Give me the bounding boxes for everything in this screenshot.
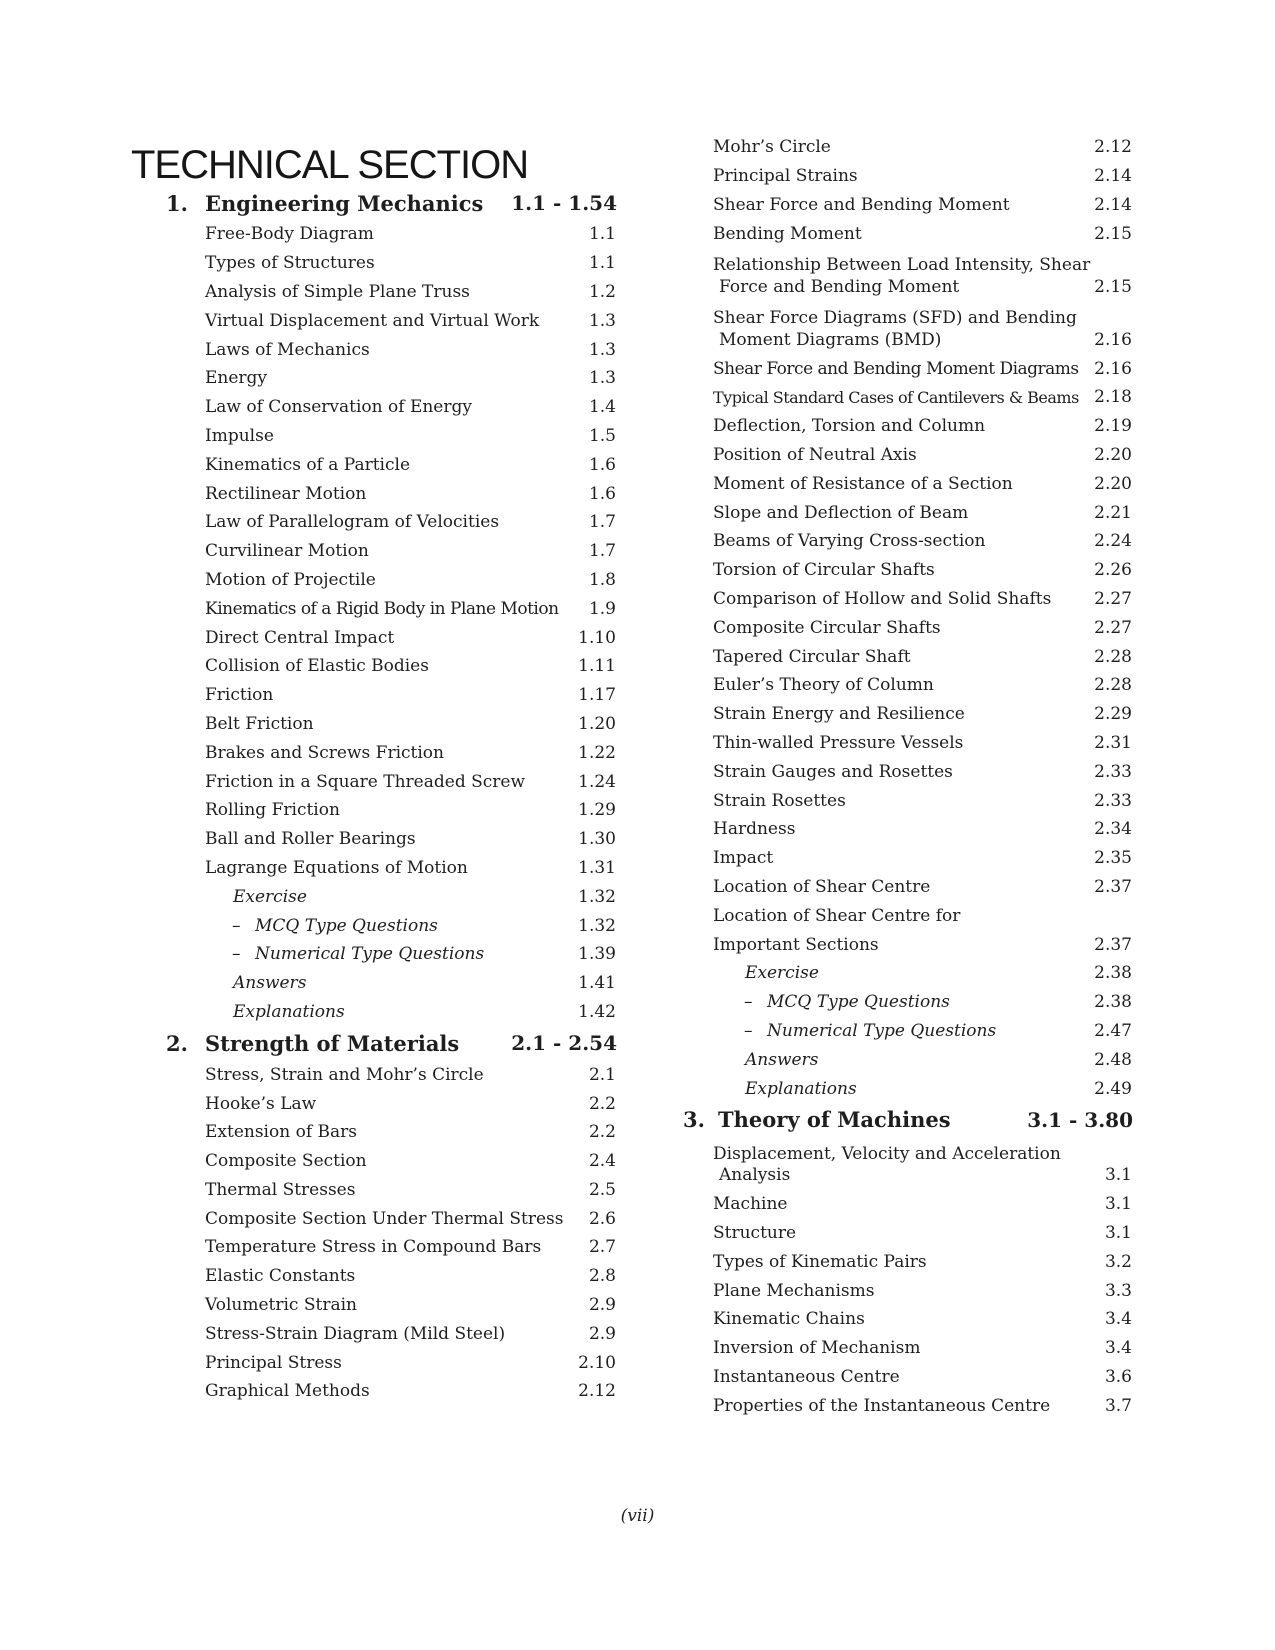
entry-label: Machine xyxy=(713,1194,788,1215)
entry-page: 2.26 xyxy=(1094,560,1132,581)
entry-label: Plane Mechanisms xyxy=(713,1280,875,1301)
entry-label: Explanations xyxy=(745,1078,857,1099)
entry-label: Shear Force and Bending Moment Diagrams xyxy=(713,358,1079,379)
entry-page: 1.3 xyxy=(588,368,616,389)
entry-page: 1.31 xyxy=(578,857,616,878)
entry-page: 2.14 xyxy=(1094,194,1132,215)
entry-page: 1.6 xyxy=(588,454,616,475)
entry-page: 2.15 xyxy=(1094,223,1132,244)
toc-entry xyxy=(648,383,1133,412)
entry-label: Exercise xyxy=(233,886,307,907)
entry-page: 2.38 xyxy=(1094,992,1132,1013)
entry-page: 2.48 xyxy=(1094,1049,1132,1070)
footer-page-number: (vii) xyxy=(620,1506,655,1526)
entry-label: Extension of Bars xyxy=(205,1122,357,1143)
toc-entry xyxy=(648,1074,1133,1103)
toc-entry xyxy=(648,441,1133,470)
entry-label: Hardness xyxy=(713,819,796,840)
entry-label: Energy xyxy=(205,368,268,389)
entry-page: 1.11 xyxy=(578,656,616,677)
entry-page: 1.32 xyxy=(578,886,616,907)
toc-entry xyxy=(648,988,1133,1017)
page-title: TECHNICAL SECTION xyxy=(131,143,529,187)
toc-entry xyxy=(133,393,617,422)
toc-entry xyxy=(133,854,617,883)
entry-page: 1.42 xyxy=(578,1001,616,1022)
entry-page: 3.3 xyxy=(1104,1280,1132,1301)
toc-entry xyxy=(133,278,617,307)
entry-label: Exercise xyxy=(745,963,819,984)
entry-label xyxy=(713,1144,1094,1187)
toc-entry xyxy=(133,969,617,998)
toc-entry xyxy=(648,1219,1133,1248)
entry-page: 1.9 xyxy=(588,598,616,619)
toc-entry xyxy=(648,671,1133,700)
entry-label: Law of Conservation of Energy xyxy=(205,397,472,418)
entry-page: 2.47 xyxy=(1094,1020,1132,1041)
entry-page: 2.34 xyxy=(1094,819,1132,840)
toc-entry xyxy=(133,1060,617,1089)
toc-entry xyxy=(648,729,1133,758)
entry-page: 2.8 xyxy=(588,1266,616,1287)
entry-page: 1.6 xyxy=(588,483,616,504)
entry-page: 2.4 xyxy=(588,1151,616,1172)
entry-label: Kinematic Chains xyxy=(713,1309,865,1330)
toc-entry xyxy=(133,1089,617,1118)
toc-entry xyxy=(133,1118,617,1147)
chapter-number: 3. xyxy=(683,1107,705,1133)
entry-page: 1.24 xyxy=(578,771,616,792)
entry-label: Slope and Deflection of Beam xyxy=(713,502,969,523)
entry-page: 2.6 xyxy=(588,1208,616,1229)
chapter-title: Strength of Materials xyxy=(205,1030,460,1056)
entry-label-line: Force and Bending Moment xyxy=(719,276,960,297)
toc-entry xyxy=(133,537,617,566)
entry-label: Torsion of Circular Shafts xyxy=(713,560,935,581)
entry-page: 3.1 xyxy=(1104,1165,1132,1186)
entry-page: 2.24 xyxy=(1094,531,1132,552)
entry-label: Kinematics of a Rigid Body in Plane Motion xyxy=(205,598,559,619)
entry-label-line: Relationship Between Load Intensity, Shear xyxy=(713,255,1091,276)
toc-entry xyxy=(648,412,1133,441)
toc-entry xyxy=(133,508,617,537)
entry-label: MCQ Type Questions xyxy=(767,992,950,1013)
entry-page: 2.19 xyxy=(1094,416,1132,437)
entry-label: Answers xyxy=(745,1049,819,1070)
entry-label: Location of Shear Centre xyxy=(713,876,931,897)
entry-page: 2.49 xyxy=(1094,1078,1132,1099)
entry-label: Kinematics of a Particle xyxy=(205,454,411,475)
toc-entry xyxy=(648,757,1133,786)
toc-entry xyxy=(133,1291,617,1320)
entry-page: 1.30 xyxy=(578,829,616,850)
dash-marker: – xyxy=(744,992,753,1013)
entry-label: Tapered Circular Shaft xyxy=(713,646,911,667)
entry-page: 2.1 xyxy=(588,1064,616,1085)
toc-entry xyxy=(133,1147,617,1176)
entry-label: Strain Energy and Resilience xyxy=(713,704,965,725)
toc-entry xyxy=(133,998,617,1027)
entry-label: Numerical Type Questions xyxy=(255,944,485,965)
entry-label: Friction in a Square Threaded Screw xyxy=(205,771,526,792)
entry-label: Types of Structures xyxy=(205,253,375,274)
toc-entry xyxy=(133,940,617,969)
entry-page: 2.20 xyxy=(1094,444,1132,465)
entry-page: 3.1 xyxy=(1104,1223,1132,1244)
entry-page: 2.2 xyxy=(588,1122,616,1143)
toc-entry xyxy=(133,738,617,767)
entry-label: Impact xyxy=(713,848,774,869)
toc-entry xyxy=(648,613,1133,642)
toc-entry xyxy=(133,422,617,451)
entry-label: Ball and Roller Bearings xyxy=(205,829,416,850)
entry-label: Friction xyxy=(205,685,274,706)
entry-page: 1.39 xyxy=(578,944,616,965)
toc-entry xyxy=(133,450,617,479)
entry-page: 1.32 xyxy=(578,915,616,936)
entry-label: Hooke’s Law xyxy=(205,1093,317,1114)
entry-page: 2.12 xyxy=(1094,137,1132,158)
entry-page: 2.33 xyxy=(1094,761,1132,782)
chapter-title: Engineering Mechanics xyxy=(205,190,484,216)
toc-entry xyxy=(133,623,617,652)
dash-marker: – xyxy=(232,944,241,965)
toc-entry xyxy=(133,825,617,854)
toc-entry xyxy=(648,815,1133,844)
entry-label: Instantaneous Centre xyxy=(713,1367,900,1388)
entry-label: Shear Force and Bending Moment xyxy=(713,194,1010,215)
toc-entry xyxy=(133,1377,617,1406)
toc-entry xyxy=(133,710,617,739)
entry-page: 2.35 xyxy=(1094,848,1132,869)
entry-label: Volumetric Strain xyxy=(205,1295,357,1316)
entry-page: 2.21 xyxy=(1094,502,1132,523)
entry-page: 1.41 xyxy=(578,973,616,994)
entry-label: Analysis of Simple Plane Truss xyxy=(205,281,470,302)
entry-page: 1.7 xyxy=(588,541,616,562)
entry-page: 1.20 xyxy=(578,713,616,734)
entry-label: Belt Friction xyxy=(205,713,314,734)
entry-page: 1.1 xyxy=(588,224,616,245)
entry-page: 2.15 xyxy=(1094,276,1132,297)
entry-page: 2.7 xyxy=(588,1237,616,1258)
entry-page: 1.17 xyxy=(578,685,616,706)
entry-label: Deflection, Torsion and Column xyxy=(713,416,986,437)
entry-label: Strain Rosettes xyxy=(713,790,846,811)
entry-page: 1.22 xyxy=(578,742,616,763)
entry-page: 2.10 xyxy=(578,1352,616,1373)
entry-label: Impulse xyxy=(205,425,274,446)
toc-entry xyxy=(133,594,617,623)
toc-entry xyxy=(648,930,1133,959)
chapter-row xyxy=(648,1103,1133,1137)
entry-label: Inversion of Mechanism xyxy=(713,1338,921,1359)
entry-label-line: Shear Force Diagrams (SFD) and Bending xyxy=(713,308,1077,329)
toc-entry xyxy=(648,527,1133,556)
entry-page: 2.18 xyxy=(1094,387,1132,408)
toc-entry xyxy=(648,162,1133,191)
toc-entry xyxy=(133,364,617,393)
entry-label: Euler’s Theory of Column xyxy=(713,675,934,696)
toc-entry xyxy=(133,1233,617,1262)
entry-page: 3.4 xyxy=(1104,1338,1132,1359)
toc-entry xyxy=(648,219,1133,248)
chapter-page-range: 1.1 - 1.54 xyxy=(511,191,617,215)
entry-page: 1.3 xyxy=(588,339,616,360)
entry-label-line: Moment Diagrams (BMD) xyxy=(719,329,942,350)
entry-page: 1.2 xyxy=(588,281,616,302)
toc-entry xyxy=(648,498,1133,527)
toc-entry xyxy=(648,1334,1133,1363)
chapter-page-range: 3.1 - 3.80 xyxy=(1027,1107,1133,1132)
chapter-number: 1. xyxy=(166,190,188,216)
entry-label: Comparison of Hollow and Solid Shafts xyxy=(713,588,1052,609)
entry-label xyxy=(713,308,1094,351)
entry-label: Virtual Displacement and Virtual Work xyxy=(205,310,540,331)
entry-label: Collision of Elastic Bodies xyxy=(205,656,429,677)
entry-label: Beams of Varying Cross-section xyxy=(713,531,986,552)
entry-label: Graphical Methods xyxy=(205,1381,370,1402)
entry-page: 2.14 xyxy=(1094,166,1132,187)
toc-entry xyxy=(648,844,1133,873)
toc-entry xyxy=(648,1137,1133,1190)
entry-label-line: Analysis xyxy=(719,1165,791,1186)
entry-page: 1.3 xyxy=(588,310,616,331)
entry-label: Law of Parallelogram of Velocities xyxy=(205,512,500,533)
entry-page: 3.2 xyxy=(1104,1251,1132,1272)
entry-label: Location of Shear Centre for xyxy=(713,905,961,926)
entry-page: 2.33 xyxy=(1094,790,1132,811)
entry-page: 2.27 xyxy=(1094,588,1132,609)
entry-page: 2.2 xyxy=(588,1093,616,1114)
toc-entry xyxy=(648,1276,1133,1305)
toc-entry xyxy=(648,1248,1133,1277)
toc-column-left xyxy=(133,186,617,1406)
toc-entry xyxy=(648,1305,1133,1334)
entry-page: 3.7 xyxy=(1104,1395,1132,1416)
toc-entry xyxy=(133,306,617,335)
entry-label: Curvilinear Motion xyxy=(205,541,369,562)
entry-label: Important Sections xyxy=(713,934,879,955)
entry-label: Free-Body Diagram xyxy=(205,224,374,245)
toc-entry xyxy=(648,191,1133,220)
entry-label: Direct Central Impact xyxy=(205,627,395,648)
chapter-row xyxy=(133,186,617,220)
toc-entry xyxy=(648,248,1133,301)
toc-entry xyxy=(133,767,617,796)
chapter-number: 2. xyxy=(166,1030,188,1056)
toc-entry xyxy=(648,1363,1133,1392)
toc-entry xyxy=(133,681,617,710)
toc-entry xyxy=(648,1391,1133,1420)
entry-label: Stress-Strain Diagram (Mild Steel) xyxy=(205,1323,506,1344)
toc-entry xyxy=(648,1045,1133,1074)
toc-entry xyxy=(133,1319,617,1348)
entry-label: Motion of Projectile xyxy=(205,569,376,590)
entry-page: 1.5 xyxy=(588,425,616,446)
entry-page: 1.4 xyxy=(588,397,616,418)
toc-entry xyxy=(133,479,617,508)
entry-label xyxy=(713,255,1094,298)
entry-label: Structure xyxy=(713,1223,797,1244)
entry-page: 2.16 xyxy=(1094,329,1132,350)
toc-entry xyxy=(133,1262,617,1291)
toc-entry xyxy=(648,700,1133,729)
entry-page: 2.29 xyxy=(1094,704,1132,725)
entry-page: 2.12 xyxy=(578,1381,616,1402)
entry-page: 2.9 xyxy=(588,1323,616,1344)
entry-page: 1.29 xyxy=(578,800,616,821)
entry-label: Properties of the Instantaneous Centre xyxy=(713,1395,1051,1416)
toc-entry xyxy=(133,1204,617,1233)
toc-entry xyxy=(648,873,1133,902)
entry-page: 2.28 xyxy=(1094,646,1132,667)
entry-page: 2.27 xyxy=(1094,617,1132,638)
entry-label: Temperature Stress in Compound Bars xyxy=(205,1237,542,1258)
entry-label: Thermal Stresses xyxy=(205,1179,356,1200)
entry-label: Mohr’s Circle xyxy=(713,137,831,158)
entry-label: Types of Kinematic Pairs xyxy=(713,1251,927,1272)
entry-label: Bending Moment xyxy=(713,223,862,244)
toc-entry xyxy=(648,585,1133,614)
toc-entry xyxy=(133,882,617,911)
entry-page: 1.1 xyxy=(588,253,616,274)
entry-label: Principal Stress xyxy=(205,1352,342,1373)
entry-page: 3.1 xyxy=(1104,1194,1132,1215)
entry-label: Explanations xyxy=(233,1001,345,1022)
toc-entry xyxy=(648,1190,1133,1219)
entry-label: Composite Section xyxy=(205,1151,367,1172)
toc-entry xyxy=(133,1348,617,1377)
entry-label: Principal Strains xyxy=(713,166,858,187)
entry-page: 2.28 xyxy=(1094,675,1132,696)
entry-page: 2.5 xyxy=(588,1179,616,1200)
entry-page: 1.10 xyxy=(578,627,616,648)
entry-label: Thin-walled Pressure Vessels xyxy=(713,732,964,753)
chapter-page-range: 2.1 - 2.54 xyxy=(511,1031,617,1056)
entry-label: Composite Section Under Thermal Stress xyxy=(205,1208,564,1229)
toc-entry xyxy=(648,786,1133,815)
toc-entry xyxy=(648,469,1133,498)
entry-label: Moment of Resistance of a Section xyxy=(713,473,1013,494)
entry-label: Rolling Friction xyxy=(205,800,340,821)
toc-entry xyxy=(648,642,1133,671)
entry-page: 2.37 xyxy=(1094,876,1132,897)
entry-label: Rectilinear Motion xyxy=(205,483,367,504)
entry-label: Answers xyxy=(233,973,307,994)
entry-label: Composite Circular Shafts xyxy=(713,617,941,638)
chapter-row xyxy=(133,1026,617,1060)
toc-entry xyxy=(648,301,1133,354)
toc-entry xyxy=(133,220,617,249)
toc-entry xyxy=(133,249,617,278)
toc-entry xyxy=(133,652,617,681)
entry-page: 2.37 xyxy=(1094,934,1132,955)
dash-marker: – xyxy=(744,1020,753,1041)
toc-entry xyxy=(648,133,1133,162)
entry-label: Laws of Mechanics xyxy=(205,339,370,360)
entry-label: MCQ Type Questions xyxy=(255,915,438,936)
entry-page: 2.31 xyxy=(1094,732,1132,753)
entry-page: 2.16 xyxy=(1094,358,1132,379)
entry-page: 2.9 xyxy=(588,1295,616,1316)
entry-label: Elastic Constants xyxy=(205,1266,356,1287)
entry-page: 2.38 xyxy=(1094,963,1132,984)
toc-entry xyxy=(648,901,1133,930)
entry-label-line: Displacement, Velocity and Acceleration xyxy=(713,1143,1061,1164)
toc-entry xyxy=(648,354,1133,383)
toc-entry xyxy=(648,556,1133,585)
entry-label: Strain Gauges and Rosettes xyxy=(713,761,953,782)
toc-entry xyxy=(133,1176,617,1205)
entry-page: 2.20 xyxy=(1094,473,1132,494)
toc-entry xyxy=(648,959,1133,988)
entry-label: Brakes and Screws Friction xyxy=(205,742,444,763)
toc-entry xyxy=(133,796,617,825)
toc-entry xyxy=(133,566,617,595)
entry-page: 3.4 xyxy=(1104,1309,1132,1330)
toc-entry xyxy=(133,335,617,364)
entry-page: 1.7 xyxy=(588,512,616,533)
toc-column-right xyxy=(648,133,1133,1420)
entry-label: Position of Neutral Axis xyxy=(713,444,917,465)
dash-marker: – xyxy=(232,915,241,936)
entry-label: Stress, Strain and Mohr’s Circle xyxy=(205,1064,484,1085)
entry-label: Lagrange Equations of Motion xyxy=(205,857,468,878)
entry-label: Typical Standard Cases of Cantilevers & Beams xyxy=(713,387,1079,407)
entry-page: 1.8 xyxy=(588,569,616,590)
toc-entry xyxy=(133,911,617,940)
toc-entry xyxy=(648,1017,1133,1046)
entry-label: Numerical Type Questions xyxy=(767,1020,997,1041)
entry-page: 3.6 xyxy=(1104,1367,1132,1388)
chapter-title: Theory of Machines xyxy=(718,1107,951,1133)
